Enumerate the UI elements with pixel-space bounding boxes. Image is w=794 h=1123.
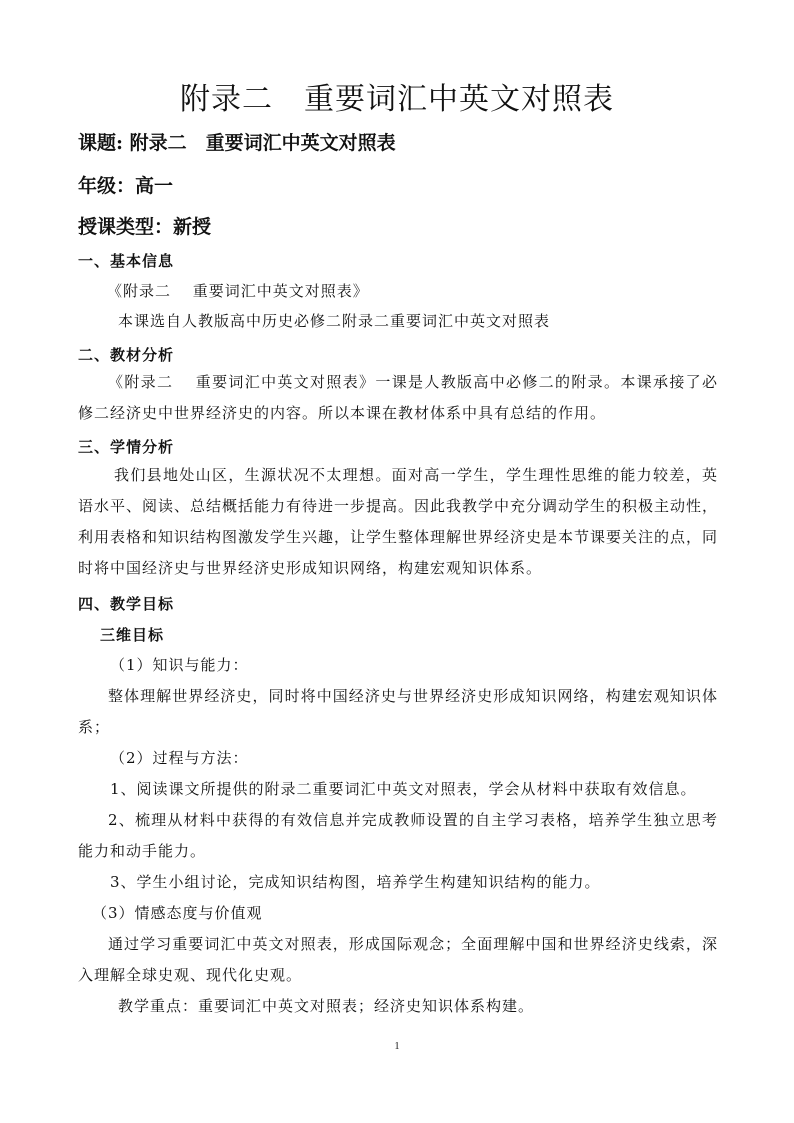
goal-attitude-text: 通过学习重要词汇中英文对照表，形成国际观念；全面理解中国和世界经济史线索，深入理解全球史观、现代化史观。 [78,935,718,984]
basic-info-line-1: 《附录二 重要词汇中英文对照表》 [107,282,369,300]
student-analysis-paragraph: 我们县地处山区，生源状况不太理想。面对高一学生，学生理性思维的能力较差，英语水平、阅读、总结概括能力有待进一步提高。因此我教学中充分调动学生的积极主动性，利用表格和知识结构图激发学生兴趣，让学生整体理解世界经济史是本节课要关注的点，同时将中国经济史与世界经济史形成知识网络，构建宏观知识体系。 [78,466,719,577]
goal-process-label: （2）过程与方法： [110,749,249,767]
lesson-topic: 课题: 附录二 重要词汇中英文对照表 [78,132,396,154]
goal-knowledge-label: （1）知识与能力： [110,656,249,674]
page-title: 附录二 重要词汇中英文对照表 [180,82,614,117]
page-number: 1 [394,1041,400,1052]
teaching-key-points: 教学重点：重要词汇中英文对照表；经济史知识体系构建。 [118,997,535,1015]
basic-info-line-2: 本课选自人教版高中历史必修二附录二重要词汇中英文对照表 [118,312,551,330]
goal-process-item-1: 1、阅读课文所提供的附录二重要词汇中英文对照表，学会从材料中获取有效信息。 [110,780,697,798]
section-teaching-goals-heading: 四、教学目标 [78,595,175,613]
section-basic-info-heading: 一、基本信息 [78,252,175,270]
goal-process-item-3: 3、学生小组讨论，完成知识结构图，培养学生构建知识结构的能力。 [110,873,601,891]
grade-level: 年级：高一 [78,175,174,197]
three-dimensional-goals-subheading: 三维目标 [100,626,165,644]
section-student-analysis-heading: 三、学情分析 [78,438,175,456]
goal-attitude-label: （3）情感态度与价值观 [92,904,263,922]
material-analysis-paragraph: 《附录二 重要词汇中英文对照表》一课是人教版高中必修二的附录。本课承接了必修二经济史中世界经济史的内容。所以本课在教材体系中具有总结的作用。 [78,373,718,422]
goal-knowledge-text: 整体理解世界经济史，同时将中国经济史与世界经济史形成知识网络，构建宏观知识体系； [78,687,718,736]
lesson-type: 授课类型：新授 [78,216,212,238]
section-material-analysis-heading: 二、教材分析 [78,346,175,364]
goal-process-item-2: 2、梳理从材料中获得的有效信息并完成教师设置的自主学习表格，培养学生独立思考能力和动手能力。 [78,811,718,860]
